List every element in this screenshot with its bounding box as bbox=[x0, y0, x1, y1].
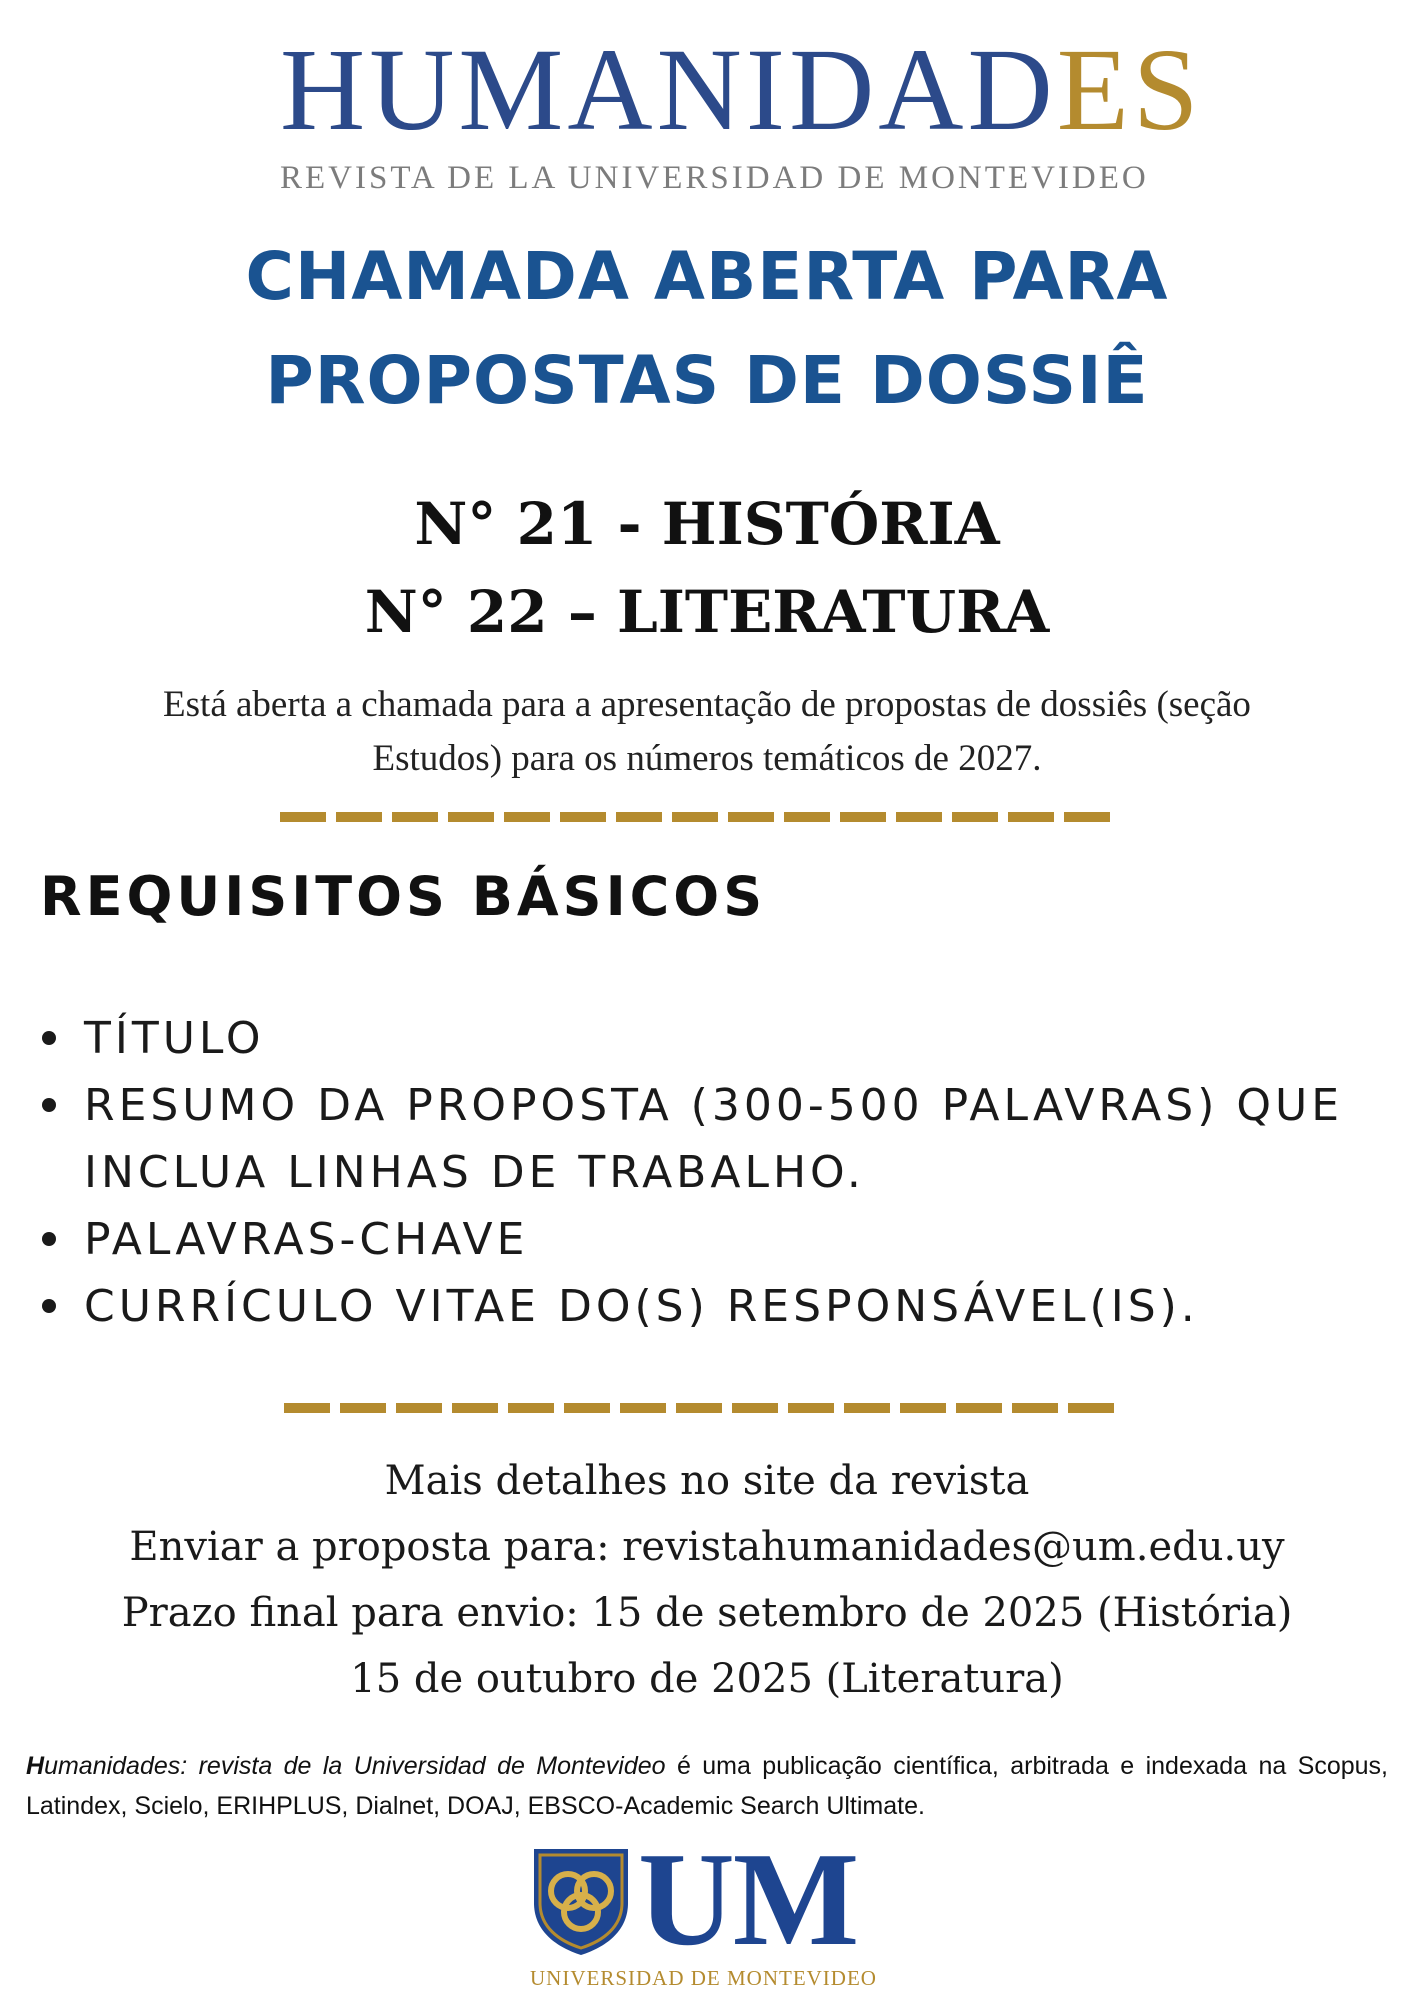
bullet-icon bbox=[42, 1098, 56, 1112]
list-item bbox=[40, 1206, 1370, 1273]
intro-line-1: Está aberta a chamada para a apresentação de propostas de dossiês (seção bbox=[163, 684, 1251, 725]
humanidades-masthead-logo bbox=[280, 24, 1203, 196]
shield-emblem-icon bbox=[530, 1845, 632, 1957]
bullet-icon bbox=[42, 1232, 56, 1246]
contact-details bbox=[0, 1448, 1414, 1712]
requirement-text: TÍTULO bbox=[84, 1013, 265, 1064]
submission-email: Enviar a proposta para: revistahumanidades@um.edu.uy bbox=[129, 1524, 1285, 1570]
masthead-title-accent: ES bbox=[1056, 24, 1203, 155]
journal-initial: H bbox=[26, 1752, 45, 1780]
requirements-title: REQUISITOS BÁSICOS bbox=[40, 865, 767, 928]
page-title bbox=[0, 225, 1414, 433]
bullet-icon bbox=[42, 1031, 56, 1045]
um-caption: UNIVERSIDAD DE MONTEVIDEO bbox=[530, 1966, 877, 1990]
intro-paragraph bbox=[40, 678, 1374, 786]
page-title-line-1: CHAMADA ABERTA PARA bbox=[245, 238, 1169, 315]
issue-numbers bbox=[0, 480, 1414, 656]
bullet-icon bbox=[42, 1299, 56, 1313]
footnote-text: é uma publicação científica, arbitrada e indexada na Scopus, Latindex, Scielo, ERIHPLUS, Dialnet, DOAJ, EBSCO-Academic Search Ultimate. bbox=[26, 1752, 1388, 1820]
gold-dashed-divider-top bbox=[280, 812, 1120, 822]
requirement-text: RESUMO DA PROPOSTA (300-500 PALAVRAS) QUE INCLUA LINHAS DE TRABALHO. bbox=[84, 1080, 1343, 1198]
journal-footnote bbox=[26, 1746, 1388, 1826]
um-letters: UM bbox=[638, 1825, 858, 1973]
list-item bbox=[40, 1072, 1370, 1206]
masthead-subtitle: REVISTA DE LA UNIVERSIDAD DE MONTEVIDEO bbox=[280, 160, 1149, 196]
deadline-history: Prazo final para envio: 15 de setembro de 2025 (História) bbox=[121, 1590, 1293, 1636]
deadline-literature: 15 de outubro de 2025 (Literatura) bbox=[350, 1656, 1064, 1702]
issue-22: N° 22 – LITERATURA bbox=[364, 578, 1050, 646]
masthead-title-main: HUMANIDAD bbox=[280, 24, 1057, 155]
issue-21: N° 21 - HISTÓRIA bbox=[414, 490, 1000, 558]
masthead-title bbox=[280, 24, 1203, 155]
intro-line-2: Estudos) para os números temáticos de 2027. bbox=[372, 738, 1042, 779]
universidad-de-montevideo-logo bbox=[530, 1825, 890, 1995]
requirement-text: PALAVRAS-CHAVE bbox=[84, 1214, 529, 1265]
details-note: Mais detalhes no site da revista bbox=[384, 1458, 1030, 1504]
list-item bbox=[40, 1005, 1370, 1072]
gold-dashed-divider-bottom bbox=[284, 1403, 1124, 1413]
page-title-line-2: PROPOSTAS DE DOSSIÊ bbox=[265, 342, 1149, 419]
requirements-list bbox=[40, 1005, 1370, 1340]
journal-name: umanidades: revista de la Universidad de Montevideo bbox=[44, 1752, 666, 1780]
requirement-text: CURRÍCULO VITAE DO(S) RESPONSÁVEL(IS). bbox=[84, 1281, 1199, 1332]
list-item bbox=[40, 1273, 1370, 1340]
